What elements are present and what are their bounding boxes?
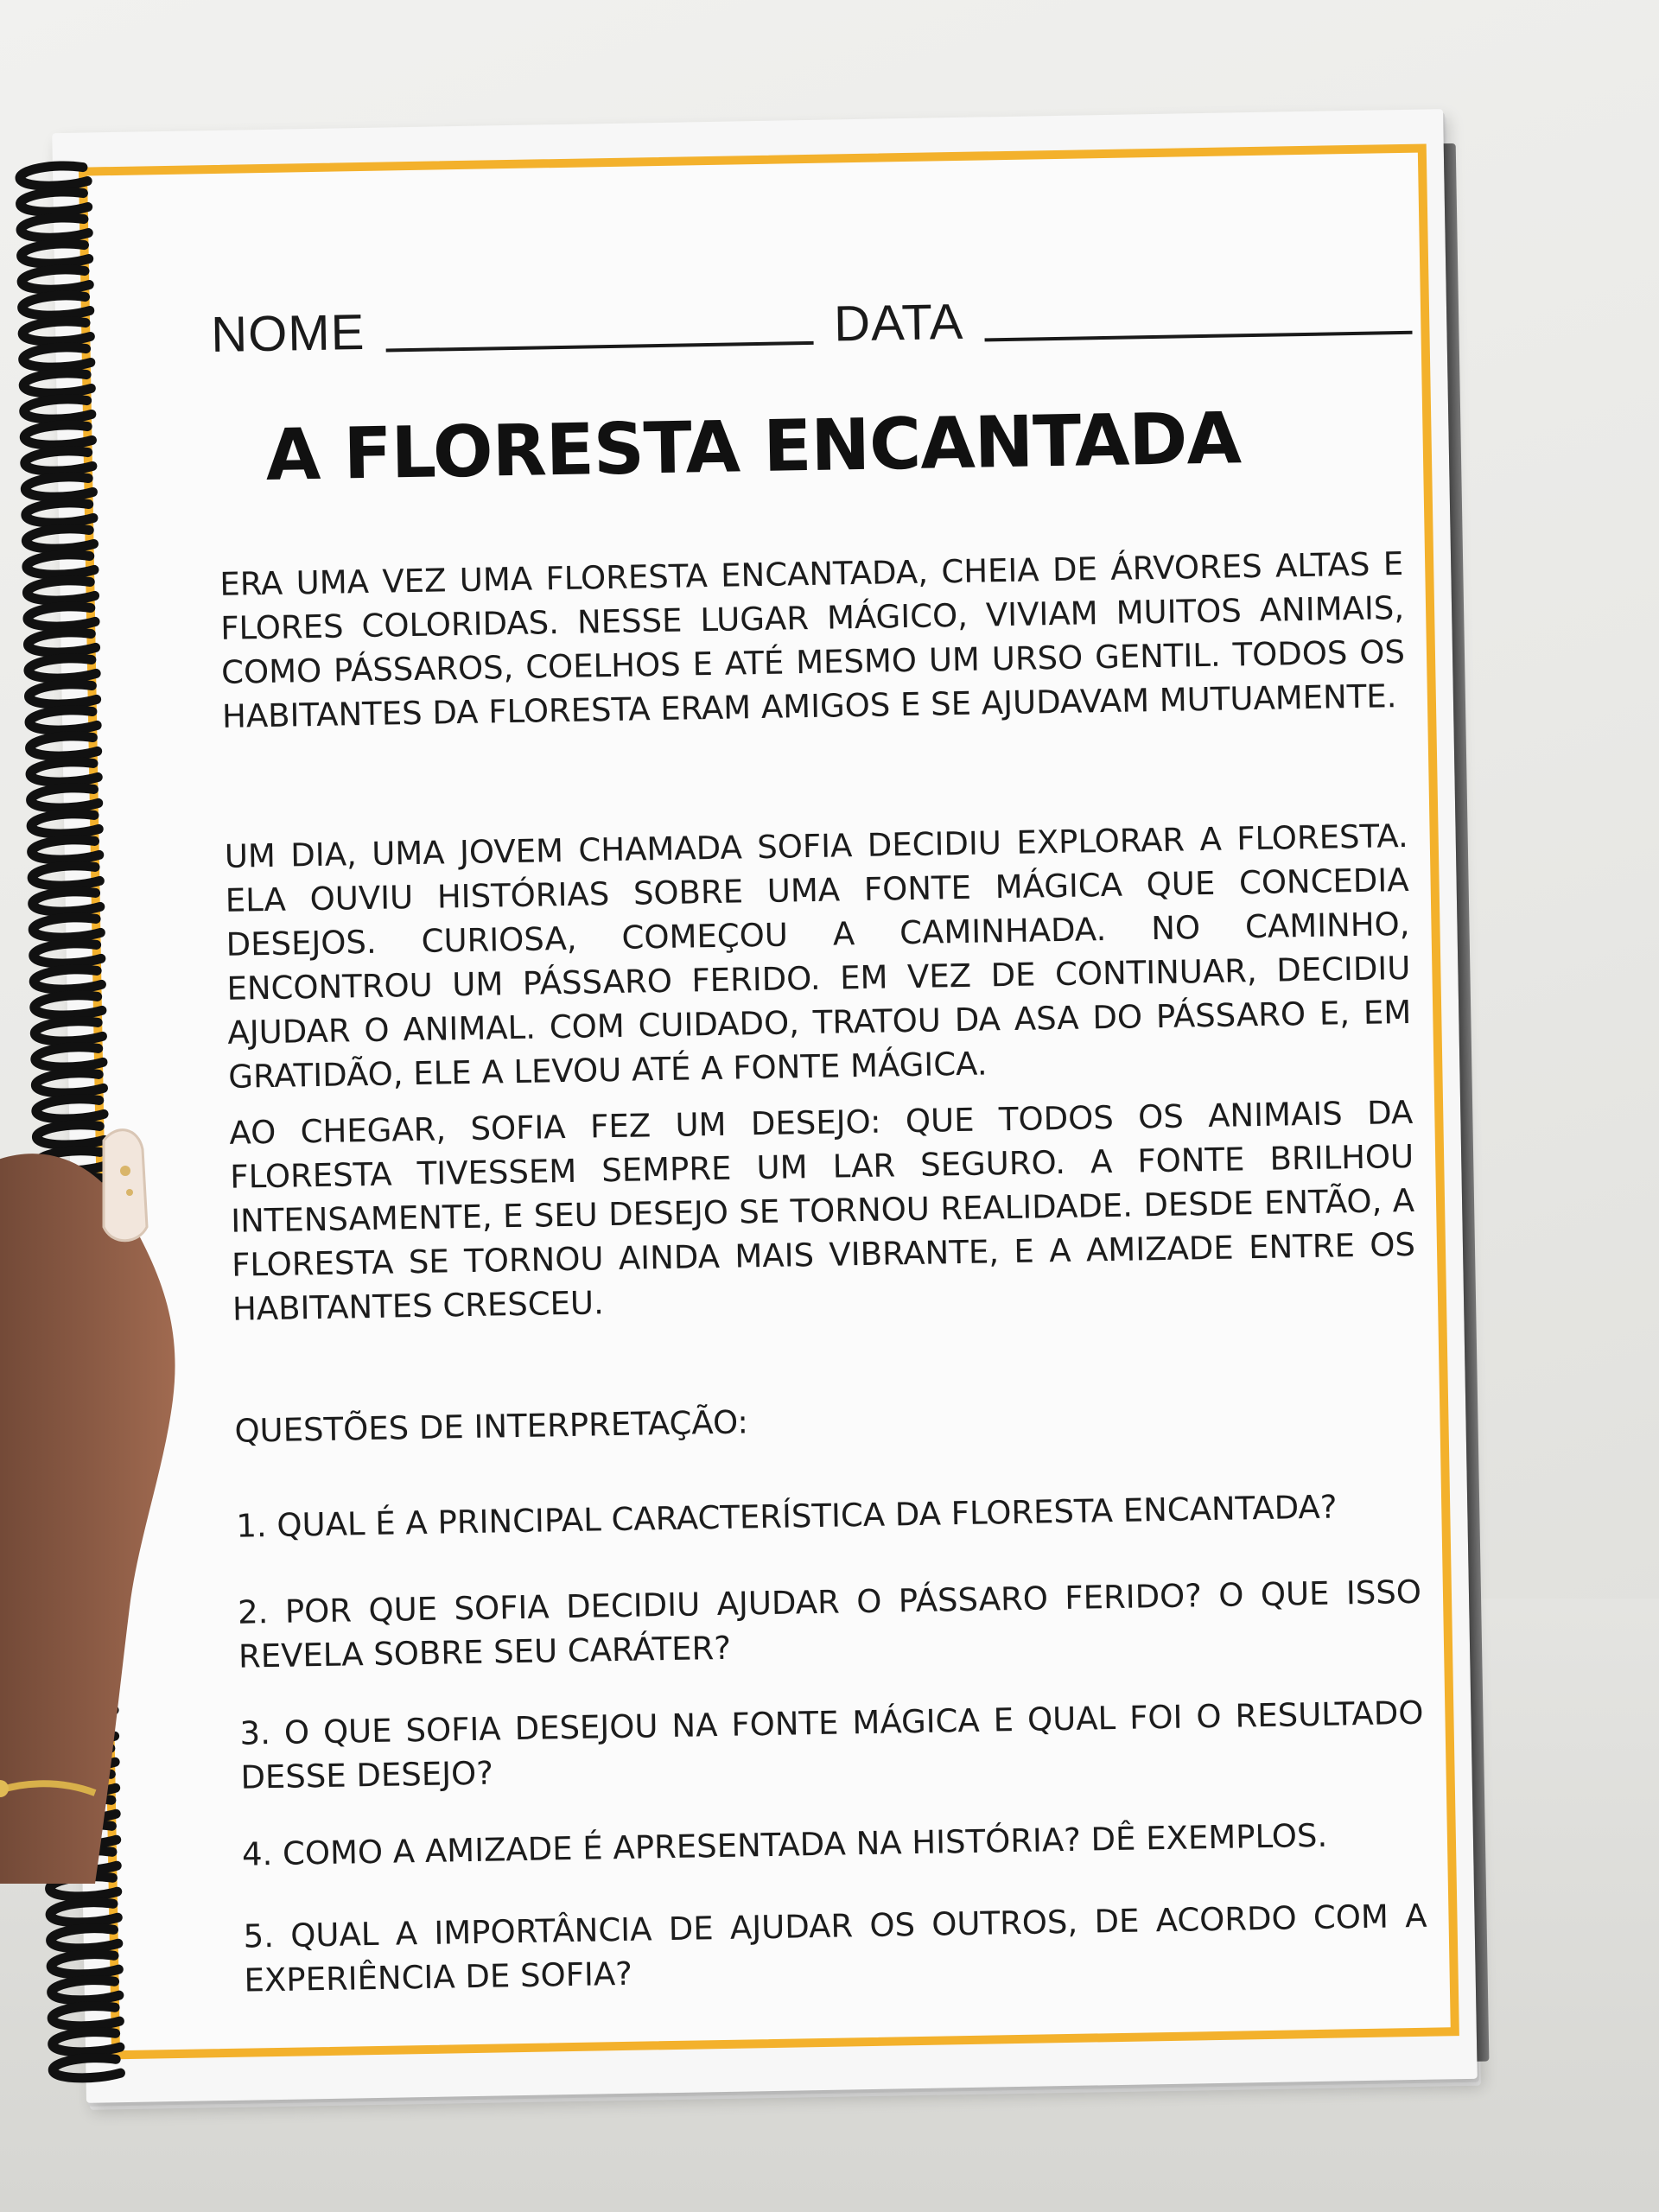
spiral-coil [33, 917, 100, 938]
questions-heading: QUESTÕES DE INTERPRETAÇÃO: [234, 1403, 749, 1450]
spiral-coil [26, 502, 93, 523]
spiral-coil [22, 269, 89, 289]
spiral-coil [20, 165, 87, 186]
spiral-coil [53, 2031, 120, 2052]
question-3: 3. O QUE SOFIA DESEJOU NA FONTE MÁGICA E QUAL FOI O RESULTADO DESSE DESEJO? [239, 1694, 1424, 1796]
story-paragraph-1: ERA UMA VEZ UMA FLORESTA ENCANTADA, CHEIA DE ÁRVORES ALTAS E FLORES COLORIDAS. NESSE LUGAR MÁGICO, VIVIAM MUITOS ANIMAIS, COMO PÁSSAROS, COELHOS E ATÉ MESMO UM URSO GENTIL. TODOS OS HABITANTES DA FLORESTA ERAM AMIGOS E SE AJUDAVAM MUTUAMENTE. [219, 545, 1406, 735]
spiral-coil [29, 658, 96, 678]
question-1: 1. QUAL É A PRINCIPAL CARACTERÍSTICA DA FLORESTA ENCANTADA? [236, 1488, 1338, 1545]
spiral-coil [35, 995, 102, 1015]
spiral-coil [21, 217, 88, 238]
spiral-coil [34, 969, 101, 989]
name-label: NOME [210, 303, 365, 364]
spiral-coil [53, 2057, 120, 2078]
spiral-coil [26, 528, 93, 549]
spiral-coil [23, 372, 91, 393]
story-paragraph-3: AO CHEGAR, SOFIA FEZ UM DESEJO: QUE TODOS OS ANIMAIS DA FLORESTA TIVESSEM SEMPRE UM LAR SEGURO. A FONTE BRILHOU INTENSAMENTE, E SEU DESEJO SE TORNOU REALIDADE. DESDE ENTÃO, A FLORESTA SE TORNOU AINDA MAIS VIBRANTE, E A AMIZADE ENTRE OS HABITANTES CRESCEU. [229, 1093, 1416, 1328]
spiral-coil [28, 606, 95, 626]
spiral-notebook [52, 109, 1478, 2103]
question-5: 5. QUAL A IMPORTÂNCIA DE AJUDAR OS OUTROS, DE ACORDO COM A EXPERIÊNCIA DE SOFIA? [243, 1897, 1427, 1999]
spiral-coil [30, 787, 98, 808]
spiral-coil [51, 1980, 118, 2000]
spiral-coil [22, 295, 89, 315]
spiral-coil [22, 346, 90, 367]
date-line [985, 331, 1413, 342]
story-paragraph-2: UM DIA, UMA JOVEM CHAMADA SOFIA DECIDIU EXPLORAR A FLORESTA. ELA OUVIU HISTÓRIAS SOBRE UMA FONTE MÁGICA QUE CONCEDIA DESEJOS. CURIOSA, COMEÇOU A CAMINHADA. NO CAMINHO, ENCONTROU UM PÁSSARO FERIDO. EM VEZ DE CONTINUAR, DECIDIU AJUDAR O ANIMAL. COM CUIDADO, TRATOU DA ASA DO PÁSSARO E, EM GRATIDÃO, ELE A LEVOU ATÉ A FONTE MÁGICA. [224, 817, 1412, 1096]
spiral-coil [29, 683, 96, 704]
spiral-coil [28, 632, 95, 652]
question-4: 4. COMO A AMIZADE É APRESENTADA NA HISTÓRIA? DÊ EXEMPLOS. [241, 1816, 1328, 1873]
spiral-coil [31, 813, 99, 834]
spiral-coil [51, 1954, 118, 1974]
spiral-coil [32, 891, 99, 912]
spiral-coil [32, 865, 99, 886]
spiral-coil [27, 554, 94, 575]
spiral-coil [31, 839, 99, 860]
spiral-coil [21, 243, 88, 264]
name-line [386, 341, 814, 353]
spiral-coil [29, 709, 97, 730]
spiral-coil [52, 2005, 119, 2026]
spiral-coil [34, 943, 101, 963]
spiral-coil [50, 1928, 118, 1948]
date-label: DATA [833, 293, 964, 353]
question-2: 2. POR QUE SOFIA DECIDIU AJUDAR O PÁSSARO FERIDO? O QUE ISSO REVELA SOBRE SEU CARÁTER? [237, 1573, 1422, 1675]
spiral-coil [29, 735, 97, 756]
worksheet-title: A FLORESTA ENCANTADA [264, 397, 1242, 497]
spiral-coil [30, 761, 98, 782]
spiral-coil [27, 580, 94, 601]
spiral-coil [50, 1902, 118, 1923]
spiral-coil [20, 191, 87, 212]
spiral-coil [22, 321, 90, 341]
holding-hand [0, 1020, 251, 1884]
spiral-coil [24, 398, 92, 419]
